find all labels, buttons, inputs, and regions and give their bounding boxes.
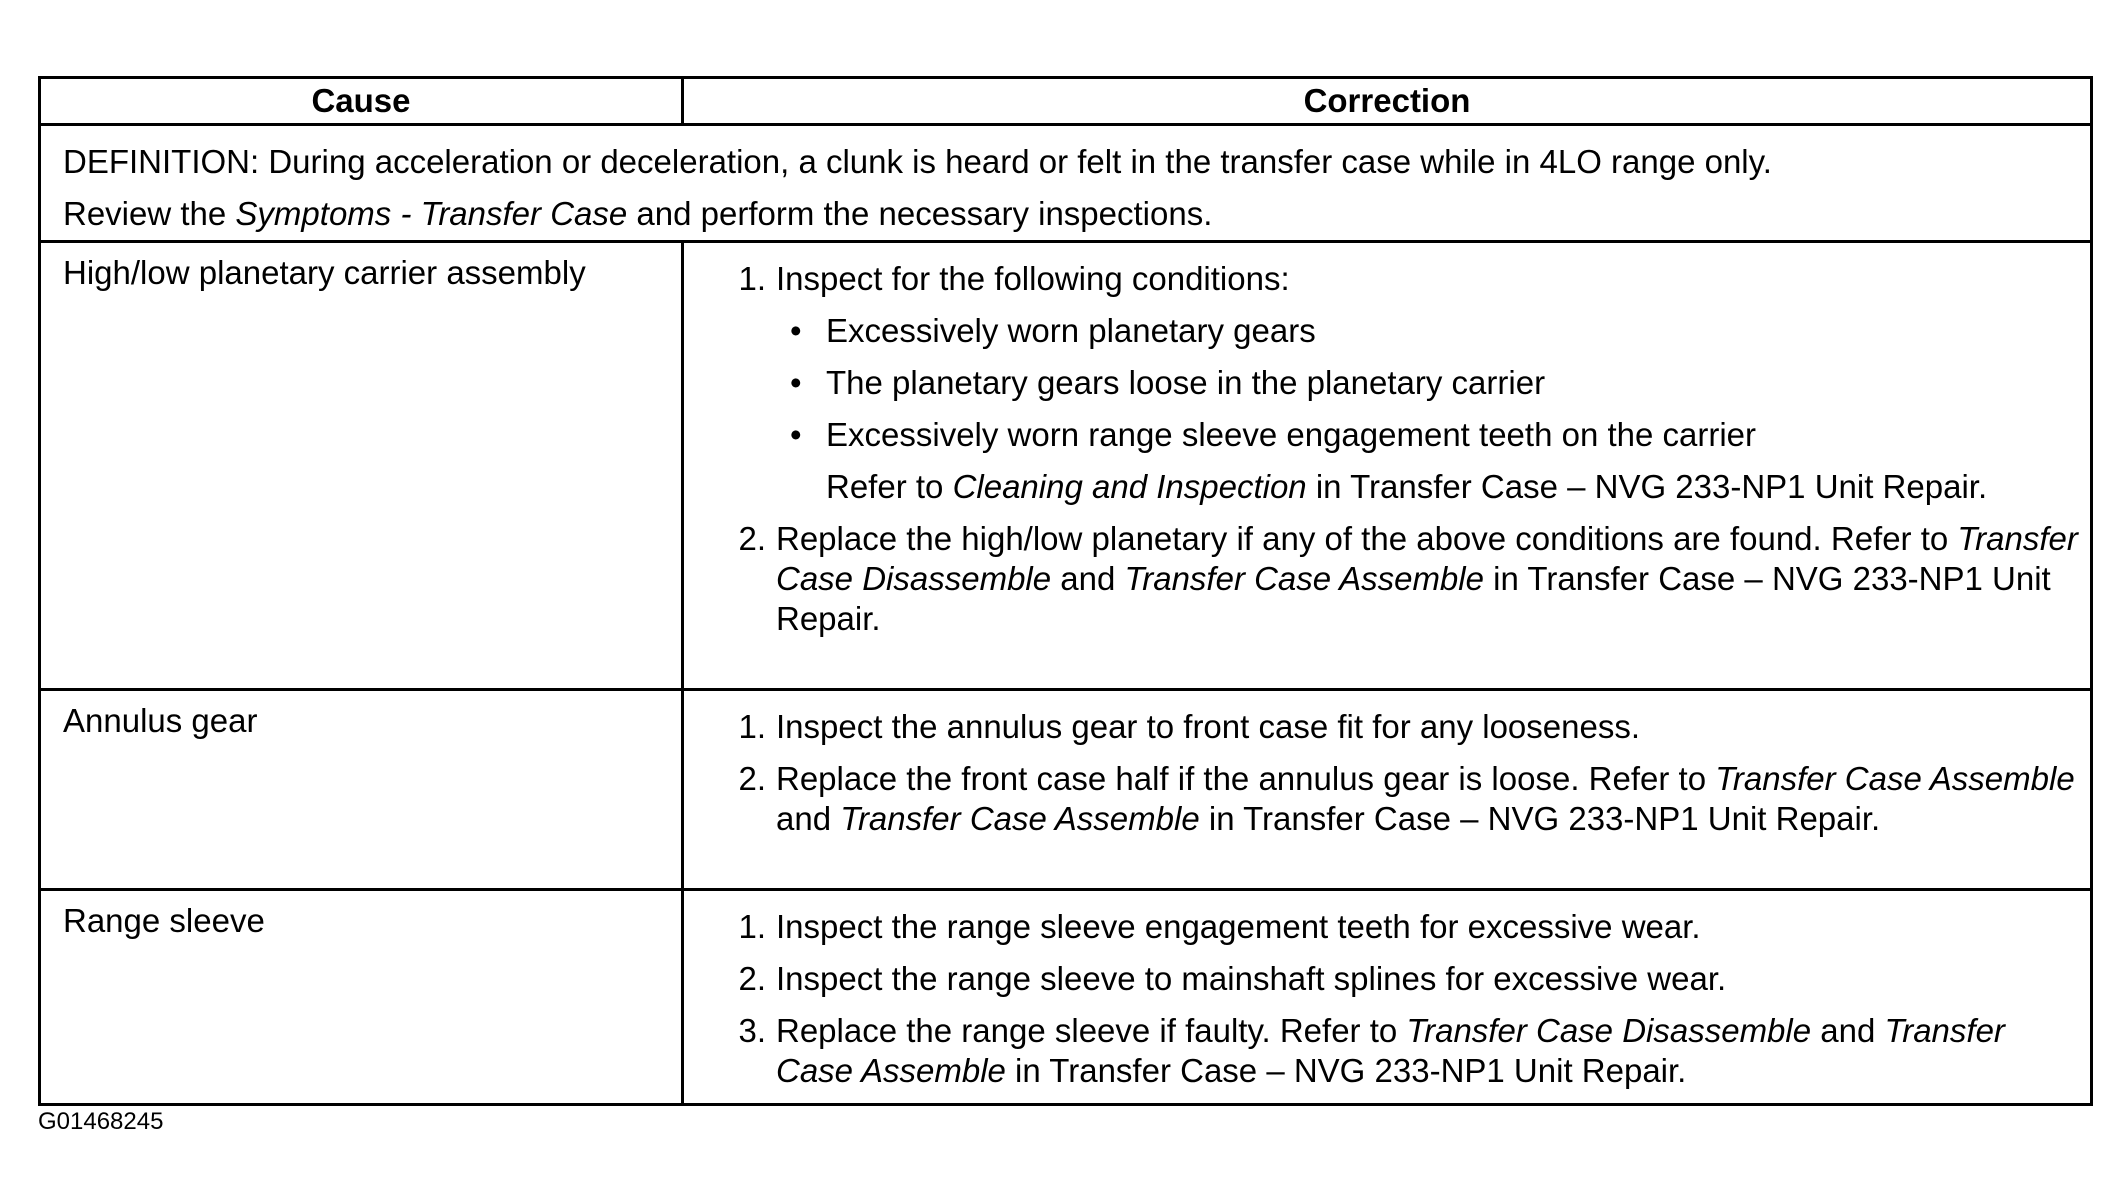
cause-cell: High/low planetary carrier assembly: [40, 242, 683, 690]
review-link-text: Symptoms - Transfer Case: [235, 195, 628, 232]
step-text: Inspect the annulus gear to front case fit for any looseness.: [776, 708, 1641, 745]
step-item: [738, 759, 2082, 839]
list-item: [776, 311, 2082, 351]
refer-pre: Refer to: [826, 468, 953, 505]
step-number: 1.: [738, 260, 766, 297]
list-item: [776, 415, 2082, 455]
list-item: [776, 363, 2082, 403]
step-text: Replace the high/low planetary if any of the above conditions are found. Refer to: [776, 520, 1958, 557]
refer-post: in Transfer Case – NVG 233-NP1 Unit Repair.: [1306, 468, 1988, 505]
step-link-text: Transfer Case Assemble: [1715, 760, 2075, 797]
steps-list: [738, 707, 2082, 839]
bullet-text: Excessively worn planetary gears: [826, 312, 1316, 349]
step-number: 1.: [738, 708, 766, 745]
definition-text: DEFINITION: During acceleration or deceleration, a clunk is heard or felt in the transfer case while in 4LO range only.: [63, 143, 1772, 180]
definition-cell: [40, 125, 2092, 242]
step-number: 1.: [738, 908, 766, 945]
step-item: [738, 259, 2082, 507]
refer-note: [776, 467, 2082, 507]
step-number: 2.: [738, 760, 766, 797]
step-text-post: in Transfer Case – NVG 233-NP1 Unit Repair.: [1199, 800, 1881, 837]
review-text: [63, 188, 2068, 240]
step-text: Inspect for the following conditions:: [776, 260, 1290, 297]
review-post: and perform the necessary inspections.: [627, 195, 1213, 232]
step-text-post: in Transfer Case – NVG 233-NP1 Unit Repair.: [776, 560, 2051, 637]
bullet-text: The planetary gears loose in the planetary carrier: [826, 364, 1546, 401]
step-text: Inspect the range sleeve to mainshaft splines for excessive wear.: [776, 960, 1727, 997]
step-text: Replace the front case half if the annulus gear is loose. Refer to: [776, 760, 1716, 797]
table-row: [40, 690, 2092, 890]
step-number: 2.: [738, 960, 766, 997]
cause-cell: Annulus gear: [40, 690, 683, 890]
bullet-icon: •: [790, 416, 802, 453]
table-header-row: [40, 78, 2092, 125]
figure-id: G01468245: [38, 1108, 164, 1135]
step-link-text: Transfer Case Assemble: [1124, 560, 1484, 597]
correction-cell: [683, 890, 2092, 1105]
cause-cell: Range sleeve: [40, 890, 683, 1105]
table-row: [40, 890, 2092, 1105]
header-cause: Cause: [40, 78, 683, 125]
diagnostic-table: [38, 76, 2093, 1106]
step-text: Inspect the range sleeve engagement teeth for excessive wear.: [776, 908, 1701, 945]
step-text-mid: and: [776, 800, 841, 837]
bullet-text: Excessively worn range sleeve engagement teeth on the carrier: [826, 416, 1757, 453]
table-row: [40, 242, 2092, 690]
step-text-mid: and: [1051, 560, 1125, 597]
step-item: [738, 907, 2082, 947]
step-text: Replace the range sleeve if faulty. Refer to: [776, 1012, 1407, 1049]
step-number: 2.: [738, 520, 766, 557]
step-item: [738, 519, 2082, 639]
step-link-text: Transfer Case Disassemble: [776, 520, 2078, 597]
bullet-icon: •: [790, 312, 802, 349]
steps-list: [738, 259, 2082, 639]
steps-list: [738, 907, 2082, 1091]
step-item: [738, 707, 2082, 747]
refer-link-text: Cleaning and Inspection: [952, 468, 1307, 505]
step-text-post: in Transfer Case – NVG 233-NP1 Unit Repair.: [1005, 1052, 1687, 1089]
step-link-text: Transfer Case Assemble: [776, 1012, 2005, 1089]
review-pre: Review the: [63, 195, 236, 232]
correction-cell: [683, 690, 2092, 890]
definition-row: [40, 125, 2092, 242]
header-correction: Correction: [683, 78, 2092, 125]
step-link-text: Transfer Case Assemble: [840, 800, 1200, 837]
step-item: [738, 959, 2082, 999]
correction-cell: [683, 242, 2092, 690]
step-number: 3.: [738, 1012, 766, 1049]
step-link-text: Transfer Case Disassemble: [1406, 1012, 1812, 1049]
step-text-mid: and: [1811, 1012, 1885, 1049]
bullet-icon: •: [790, 364, 802, 401]
conditions-list: [776, 311, 2082, 455]
step-item: [738, 1011, 2082, 1091]
